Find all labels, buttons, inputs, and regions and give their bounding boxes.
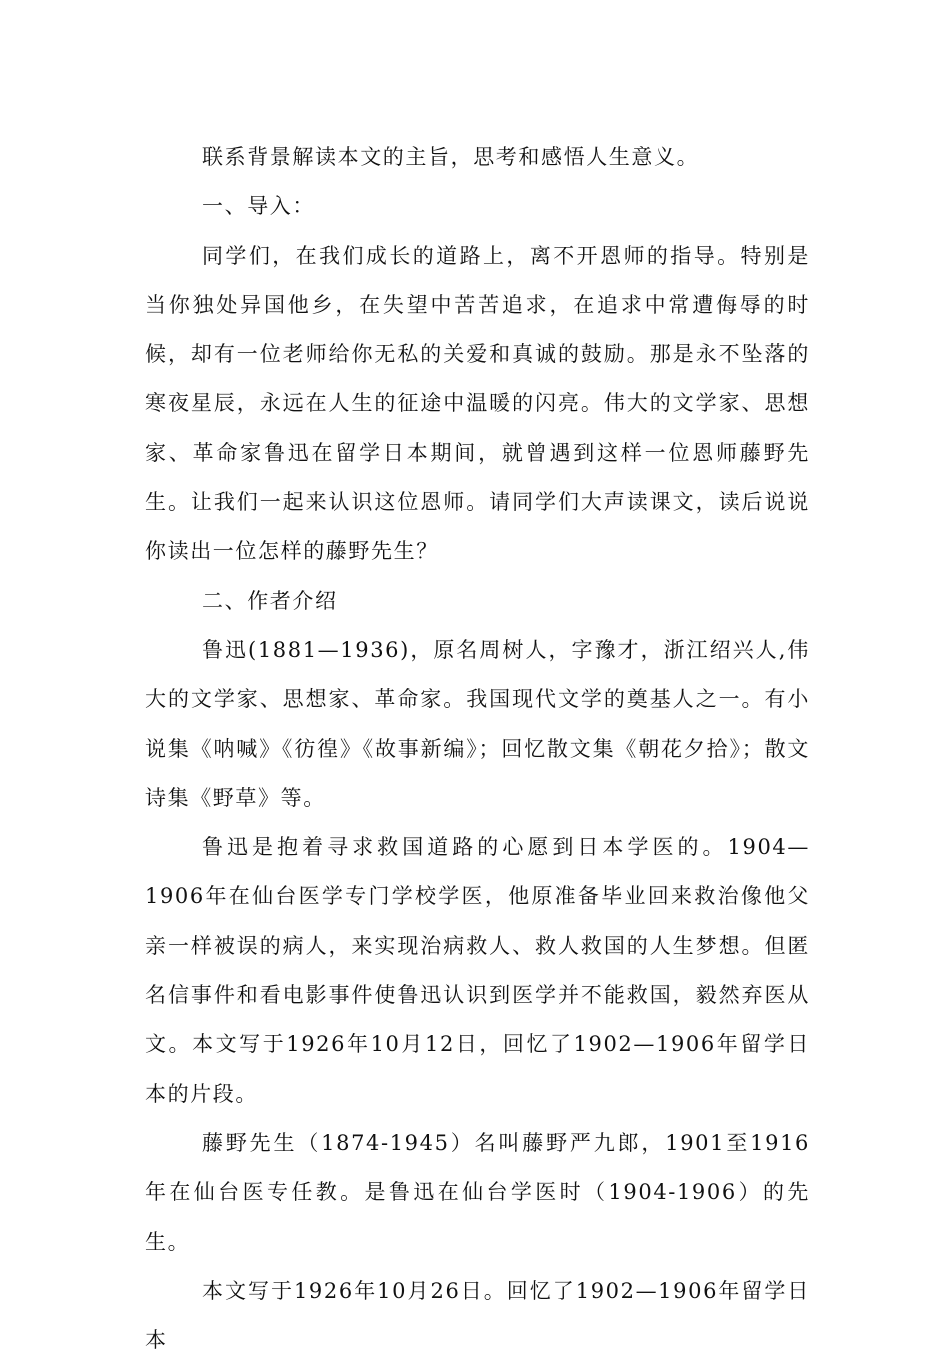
paragraph-background: 鲁迅是抱着寻求救国道路的心愿到日本学医的。1904—1906年在仙台医学专门学校学医，他原准备毕业回来救治像他父亲一样被误的病人，来实现治病救人、救人救国的人生梦想。但匿名信事件和看电影事件使鲁迅认识到医学并不能救国，毅然弃医从文。本文写于1926年10月12日，回忆了1902—1906年留学日本的片段。 (145, 835, 810, 1106)
paragraph-author-bio: 鲁迅(1881—1936)，原名周树人，字豫才，浙江绍兴人,伟大的文学家、思想家、革命家。我国现代文学的奠基人之一。有小说集《呐喊》《彷徨》《故事新编》；回忆散文集《朝花夕拾》；散文诗集《野草》等。 (145, 637, 810, 810)
heading-introduction: 一、导入： (202, 194, 315, 219)
document-body (145, 133, 810, 1365)
paragraph-fujino-bio: 藤野先生（1874-1945）名叫藤野严九郎，1901至1916年在仙台医专任教。是鲁迅在仙台学医时（1904-1906）的先生。 (145, 1130, 810, 1254)
paragraph-introduction: 同学们，在我们成长的道路上，离不开恩师的指导。特别是当你独处异国他乡，在失望中苦苦追求，在追求中常遭侮辱的时候，却有一位老师给你无私的关爱和真诚的鼓励。那是永不坠落的寒夜星辰，永远在人生的征途中温暖的闪亮。伟大的文学家、思想家、革命家鲁迅在留学日本期间，就曾遇到这样一位恩师藤野先生。让我们一起来认识这位恩师。请同学们大声读课文，读后说说你读出一位怎样的藤野先生？ (145, 243, 810, 564)
heading-author-intro: 二、作者介绍 (202, 588, 338, 613)
paragraph-writing-date: 本文写于1926年10月26日。回忆了1902—1906年留学日本 (145, 1278, 810, 1353)
paragraph-objective: 联系背景解读本文的主旨，思考和感悟人生意义。 (202, 145, 700, 169)
